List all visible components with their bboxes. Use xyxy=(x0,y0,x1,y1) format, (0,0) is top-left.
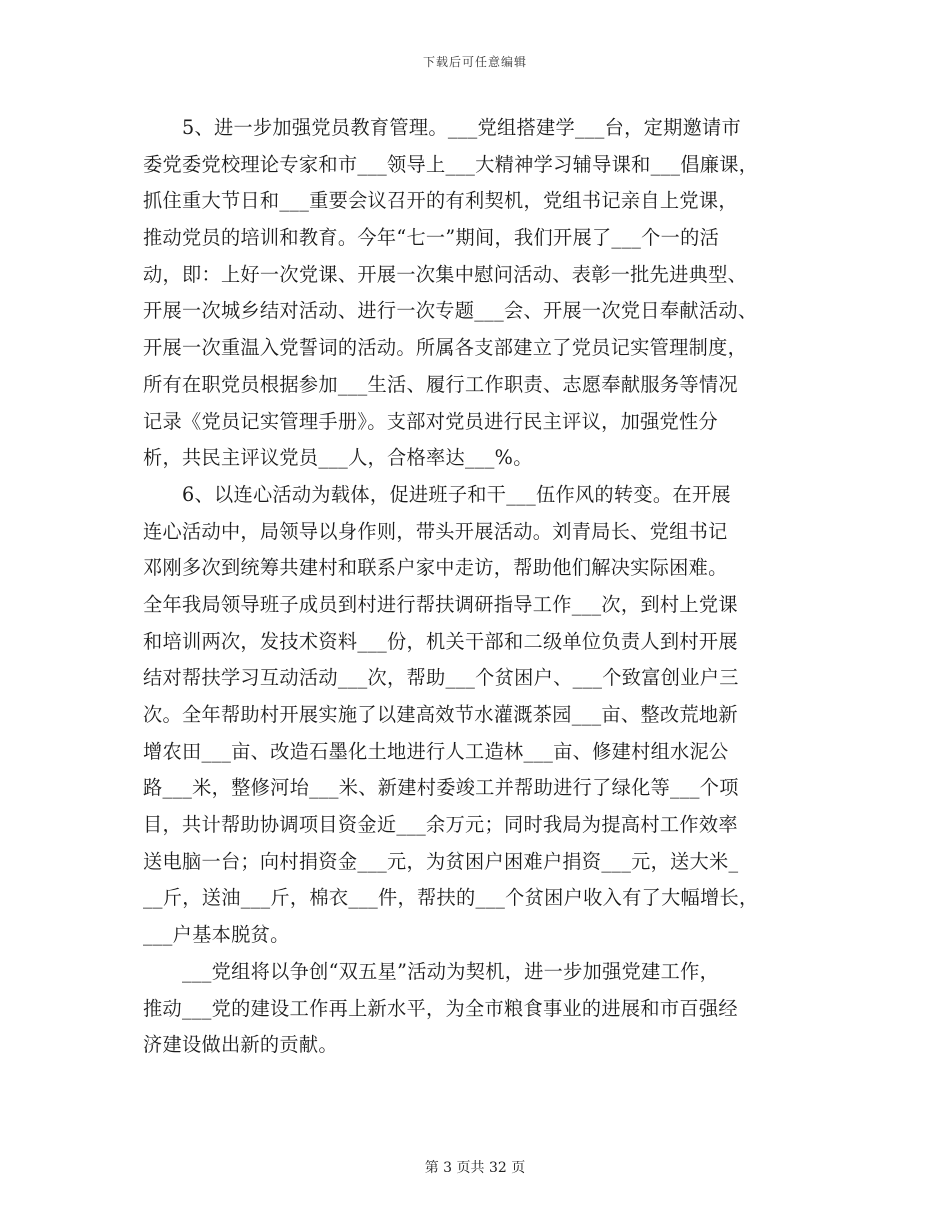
text-line: 增农田___亩、改造石墨化土地进行人工造林___亩、修建村组水泥公 xyxy=(143,739,729,763)
text-line: 次。全年帮助村开展实施了以建高效节水灌溉茶园___亩、整改荒地新 xyxy=(143,703,738,726)
text-line: 全年我局领导班子成员到村进行帮扶调研指导工作___次，到村上党课 xyxy=(143,592,738,616)
text-line: 和培训两次，发技术资料___份，机关干部和二级单位负责人到村开展 xyxy=(143,629,738,653)
text-line: 开展一次重温入党誓词的活动。所属各支部建立了党员记实管理制度， xyxy=(143,336,748,360)
text-line: 记录《党员记实管理手册》。支部对党员进行民主评议，加强党性分 xyxy=(143,409,719,433)
text-line: 济建设做出新的贡献。 xyxy=(143,1033,338,1057)
text-line: 动，即：上好一次党课、开展一次集中慰问活动、表彰一批先进典型、 xyxy=(143,262,748,286)
text-line: 抓住重大节日和___重要会议召开的有利契机，党组书记亲自上党课， xyxy=(143,189,738,213)
text-line: 推动___党的建设工作再上新水平，为全市粮食事业的进展和市百强经 xyxy=(143,996,738,1020)
text-line: 路___米，整修河坮___米、新建村委竣工并帮助进行了绿化等___个项 xyxy=(143,776,739,800)
document-body xyxy=(143,110,823,1064)
text-line: 邓刚多次到统筹共建村和联系户家中走访，帮助他们解决实际困难。 xyxy=(143,556,728,580)
text-line: ___党组将以争创“双五星”活动为契机，进一步加强党建工作， xyxy=(143,959,720,983)
text-line: 目，共计帮助协调项目资金近___余万元；同时我局为提高村工作效率 xyxy=(143,813,738,837)
page-header: 下载后可任意编辑 xyxy=(422,55,527,69)
text-line: 开展一次城乡结对活动、进行一次专题___会、开展一次党日奉献活动、 xyxy=(143,299,758,323)
text-line: ___户基本脱贫。 xyxy=(143,923,290,947)
text-line: 连心活动中，局领导以身作则，带头开展活动。刘青局长、党组书记 xyxy=(143,519,728,543)
text-line: 推动党员的培训和教育。今年“七一”期间，我们开展了___个一的活 xyxy=(143,226,720,250)
text-line: 5、进一步加强党员教育管理。___党组搭建学___台，定期邀请市 xyxy=(143,116,742,139)
text-line: __斤，送油___斤，棉衣___件，帮扶的___个贫困户收入有了大幅增长， xyxy=(143,886,759,910)
text-line: 析，共民主评议党员___人，合格率达___%。 xyxy=(143,446,533,470)
text-line: 6、以连心活动为载体，促进班子和干___伍作风的转变。在开展 xyxy=(143,482,731,506)
text-line: 送电脑一台；向村捐资金___元，为贫困户困难户捐资___元，送大米_ xyxy=(143,849,739,873)
page-footer: 第 3 页共 32 页 xyxy=(424,1160,526,1176)
text-line: 结对帮扶学习互动活动___次，帮助___个贫困户、___个致富创业户三 xyxy=(143,666,739,690)
text-line: 委党委党校理论专家和市___领导上___大精神学习辅导课和___倡廉课， xyxy=(143,152,759,176)
text-line: 所有在职党员根据参加___生活、履行工作职责、志愿奉献服务等情况 xyxy=(143,372,738,396)
